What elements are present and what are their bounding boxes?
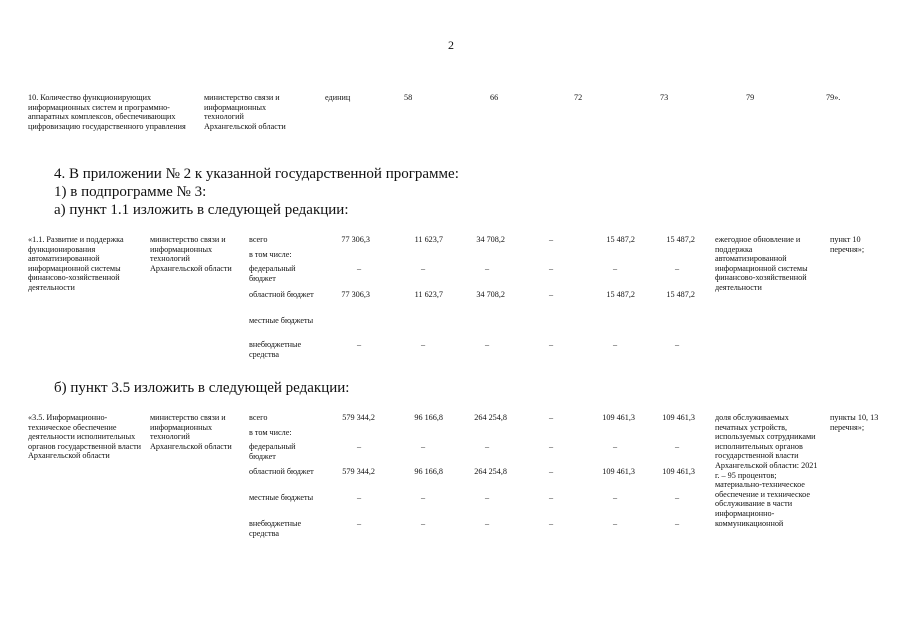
block11-total-v4: –: [548, 235, 554, 244]
item10-value-2: 66: [490, 93, 499, 102]
block35-fed-v3: –: [484, 442, 490, 451]
block11-src-local: местные бюджеты: [249, 316, 314, 325]
block35-src-local: местные бюджеты: [249, 493, 314, 502]
block35-loc-v4: –: [548, 493, 554, 502]
block35-fed-v6: –: [674, 442, 680, 451]
heading-item-3-5: б) пункт 3.5 изложить в следующей редакции:: [54, 380, 350, 396]
block11-ref: пункт 10 перечня»;: [830, 235, 865, 254]
block35-src-federal: федеральный бюджет: [249, 442, 296, 461]
block35-name: «3.5. Информационно-техническое обеспечение деятельности исполнительных органов государственной власти Архангельской области: [28, 413, 142, 461]
block35-fed-v2: –: [420, 442, 426, 451]
block35-src-regional: областной бюджет: [249, 467, 314, 476]
block35-total-v6: 109 461,3: [662, 413, 695, 422]
item10-value-5: 79: [746, 93, 755, 102]
heading-point-4: 4. В приложении № 2 к указанной государственной программе:: [54, 166, 459, 182]
block11-name: «1.1. Развитие и поддержка функционирования автоматизированной информационной системы финансово-хозяйственной деятельности: [28, 235, 124, 292]
block35-fed-v1: –: [356, 442, 362, 451]
block11-reg-v5: 15 487,2: [606, 290, 635, 299]
item10-value-1: 58: [404, 93, 413, 102]
block35-src-total: всего: [249, 413, 268, 422]
block11-src-federal: федеральный бюджет: [249, 264, 296, 283]
block11-total-v6: 15 487,2: [666, 235, 695, 244]
block35-loc-v3: –: [484, 493, 490, 502]
block35-loc-v2: –: [420, 493, 426, 502]
block11-reg-v6: 15 487,2: [666, 290, 695, 299]
block11-result: ежегодное обновление и поддержка автоматизированной информационной системы финансово-хозяйственной деятельности: [715, 235, 808, 292]
block11-ext-v1: –: [356, 340, 362, 349]
block35-loc-v1: –: [356, 493, 362, 502]
block35-ext-v6: –: [674, 519, 680, 528]
block35-ministry: министерство связи и информационных технологий Архангельской области: [150, 413, 232, 451]
block11-src-regional: областной бюджет: [249, 290, 314, 299]
block11-total-v1: 77 306,3: [341, 235, 370, 244]
block11-fed-v5: –: [612, 264, 618, 273]
block11-reg-v4: –: [548, 290, 554, 299]
block35-reg-v2: 96 166,8: [414, 467, 443, 476]
heading-subprogram: 1) в подпрограмме № 3:: [54, 184, 207, 200]
block35-fed-v4: –: [548, 442, 554, 451]
block35-src-extra: внебюджетные средства: [249, 519, 302, 538]
block11-src-extra: внебюджетные средства: [249, 340, 302, 359]
block35-ext-v5: –: [612, 519, 618, 528]
block35-ext-v1: –: [356, 519, 362, 528]
block11-fed-v1: –: [356, 264, 362, 273]
block11-total-v2: 11 623,7: [414, 235, 443, 244]
block11-ext-v5: –: [612, 340, 618, 349]
block35-result: доля обслуживаемых печатных устройств, используемых сотрудниками исполнительных органов государственной власти Архангельской области: 2021 г. – 95 процентов; материально-техническое обеспечение и техническое обслуживание в части информационно-коммуникационной: [715, 413, 818, 528]
block11-fed-v4: –: [548, 264, 554, 273]
item10-value-6: 79».: [826, 93, 841, 102]
block11-reg-v3: 34 708,2: [476, 290, 505, 299]
block35-fed-v5: –: [612, 442, 618, 451]
block11-total-v5: 15 487,2: [606, 235, 635, 244]
block11-src-incl: в том числе:: [249, 250, 292, 259]
block35-total-v1: 579 344,2: [342, 413, 375, 422]
item10-value-3: 72: [574, 93, 583, 102]
block35-loc-v6: –: [674, 493, 680, 502]
block11-reg-v1: 77 306,3: [341, 290, 370, 299]
block35-reg-v5: 109 461,3: [602, 467, 635, 476]
block35-total-v2: 96 166,8: [414, 413, 443, 422]
block35-src-incl: в том числе:: [249, 428, 292, 437]
block35-total-v4: –: [548, 413, 554, 422]
block11-fed-v6: –: [674, 264, 680, 273]
block11-ext-v2: –: [420, 340, 426, 349]
block11-reg-v2: 11 623,7: [414, 290, 443, 299]
item10-name: 10. Количество функционирующих информационных систем и программно-аппаратных комплексов, обеспечивающих цифровизацию государственного управления: [28, 93, 186, 131]
block11-ext-v3: –: [484, 340, 490, 349]
block35-loc-v5: –: [612, 493, 618, 502]
item10-ministry: министерство связи и информационных технологий Архангельской области: [204, 93, 286, 131]
item10-value-4: 73: [660, 93, 669, 102]
block11-src-total: всего: [249, 235, 268, 244]
block35-reg-v1: 579 344,2: [342, 467, 375, 476]
block35-reg-v4: –: [548, 467, 554, 476]
block11-fed-v3: –: [484, 264, 490, 273]
block11-fed-v2: –: [420, 264, 426, 273]
block35-reg-v6: 109 461,3: [662, 467, 695, 476]
block35-ref: пункты 10, 13 перечня»;: [830, 413, 879, 432]
block11-ext-v6: –: [674, 340, 680, 349]
block11-ministry: министерство связи и информационных технологий Архангельской области: [150, 235, 232, 273]
block35-ext-v4: –: [548, 519, 554, 528]
block35-total-v3: 264 254,8: [474, 413, 507, 422]
block35-total-v5: 109 461,3: [602, 413, 635, 422]
block35-ext-v3: –: [484, 519, 490, 528]
page-number: 2: [448, 38, 454, 52]
block35-ext-v2: –: [420, 519, 426, 528]
block11-total-v3: 34 708,2: [476, 235, 505, 244]
item10-unit: единиц: [325, 93, 351, 102]
block11-ext-v4: –: [548, 340, 554, 349]
heading-item-1-1: а) пункт 1.1 изложить в следующей редакции:: [54, 202, 349, 218]
block35-reg-v3: 264 254,8: [474, 467, 507, 476]
